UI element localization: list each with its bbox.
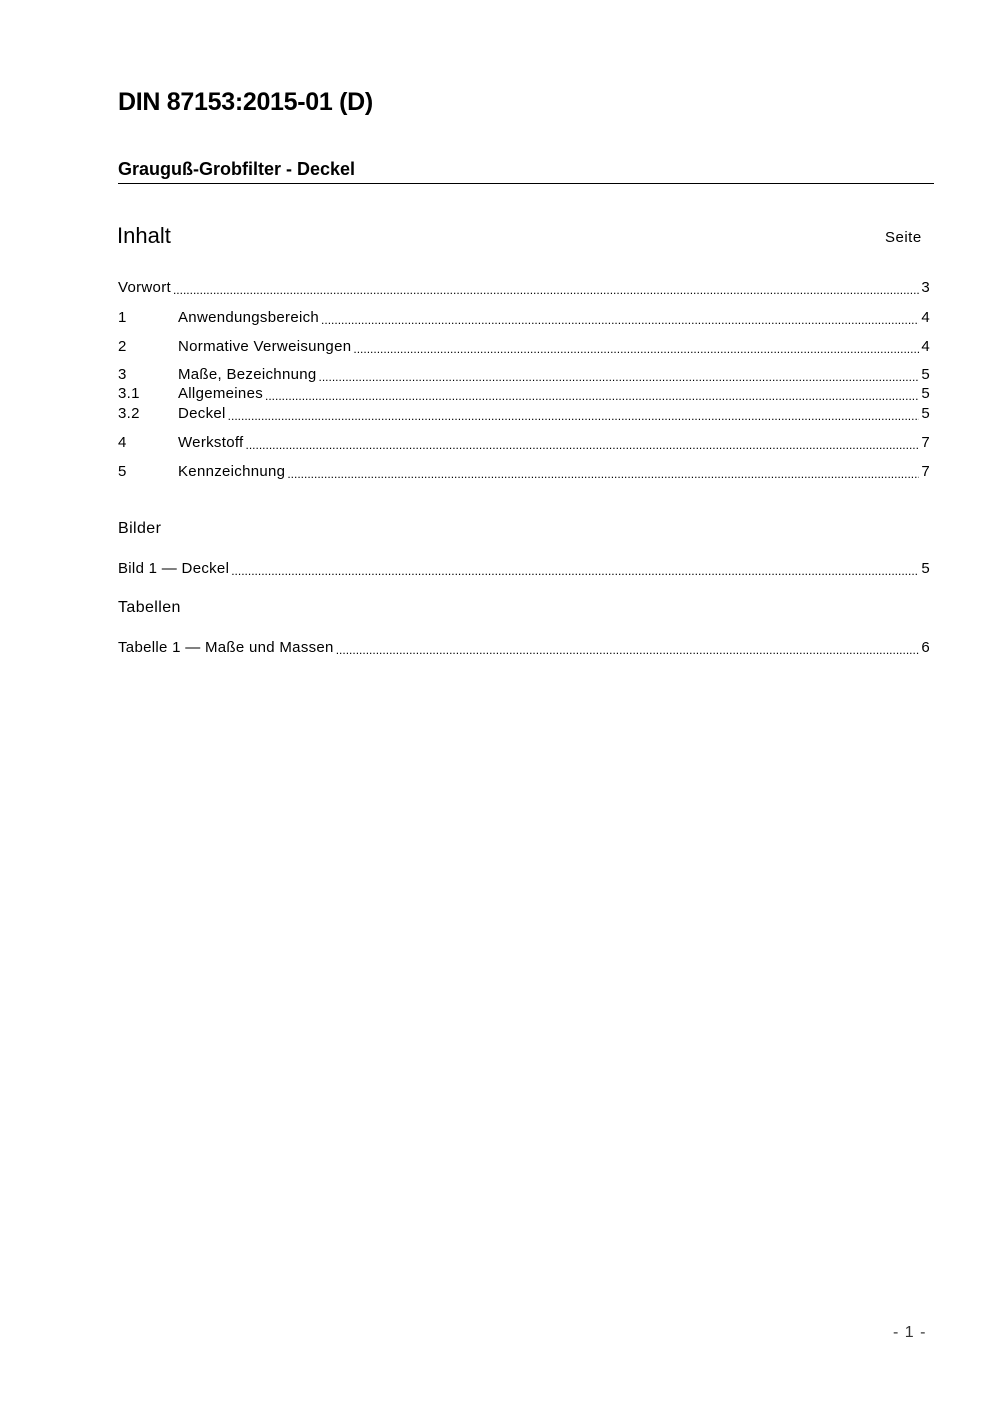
dot-leader: [336, 642, 920, 659]
dot-leader: [319, 369, 920, 386]
toc-entry-number: 2: [118, 338, 127, 355]
toc-entry-page: 4: [921, 338, 930, 355]
toc-entry-page: 7: [921, 463, 930, 480]
toc-entry-5[interactable]: [118, 463, 930, 483]
dot-leader: [246, 437, 920, 454]
toc-entry-number: 4: [118, 434, 127, 451]
toc-entry-3-2[interactable]: [118, 405, 930, 425]
table-entry[interactable]: [118, 639, 930, 659]
figures-heading: Bilder: [118, 520, 162, 537]
toc-entry-page: 5: [921, 385, 930, 402]
toc-entry-page: 5: [921, 405, 930, 422]
dot-leader: [353, 341, 919, 358]
toc-entry-page: 7: [921, 434, 930, 451]
toc-entry-title: Kennzeichnung: [178, 463, 286, 480]
toc-entry-title: Maße, Bezeichnung: [178, 366, 317, 383]
dot-leader: [228, 408, 920, 425]
dot-leader: [231, 563, 919, 580]
toc-entry-number: 1: [118, 309, 127, 326]
toc-entry-title: Normative Verweisungen: [178, 338, 352, 355]
toc-entry-title: Anwendungsbereich: [178, 309, 320, 326]
toc-entry-number: 3.1: [118, 385, 140, 402]
toc-entry-number: 3: [118, 366, 127, 383]
toc-entry-page: 3: [921, 279, 930, 296]
toc-entry-2[interactable]: [118, 338, 930, 358]
title-rule: [118, 183, 934, 184]
toc-entry-title: Vorwort: [118, 279, 171, 296]
toc-entry-3[interactable]: [118, 366, 930, 386]
document-id: DIN 87153:2015-01 (D): [118, 88, 373, 116]
toc-entry-page: 4: [921, 309, 930, 326]
toc-entry-number: 3.2: [118, 405, 140, 422]
toc-entry-4[interactable]: [118, 434, 930, 454]
toc-entry-1[interactable]: [118, 309, 930, 329]
figure-entry-title: Bild 1 — Deckel: [118, 560, 230, 577]
toc-entry-3-1[interactable]: [118, 385, 930, 405]
toc-entry-title: Deckel: [178, 405, 226, 422]
figure-entry-page: 5: [921, 560, 930, 577]
table-entry-page: 6: [921, 639, 930, 656]
document-subtitle: Grauguß-Grobfilter - Deckel: [118, 159, 356, 179]
tables-heading: Tabellen: [118, 599, 181, 616]
dot-leader: [173, 282, 919, 299]
toc-entry-vorwort[interactable]: [118, 279, 930, 299]
figure-entry[interactable]: [118, 560, 930, 580]
dot-leader: [287, 466, 919, 483]
table-entry-title: Tabelle 1 — Maße und Massen: [118, 639, 334, 656]
toc-entry-title: Werkstoff: [178, 434, 244, 451]
toc-entry-number: 5: [118, 463, 127, 480]
dot-leader: [265, 388, 919, 405]
dot-leader: [321, 312, 919, 329]
page-number: - 1 -: [893, 1324, 927, 1341]
toc-entry-page: 5: [921, 366, 930, 383]
toc-entry-title: Allgemeines: [178, 385, 264, 402]
contents-heading: Inhalt: [117, 223, 171, 248]
page-column-label: Seite: [885, 229, 922, 246]
